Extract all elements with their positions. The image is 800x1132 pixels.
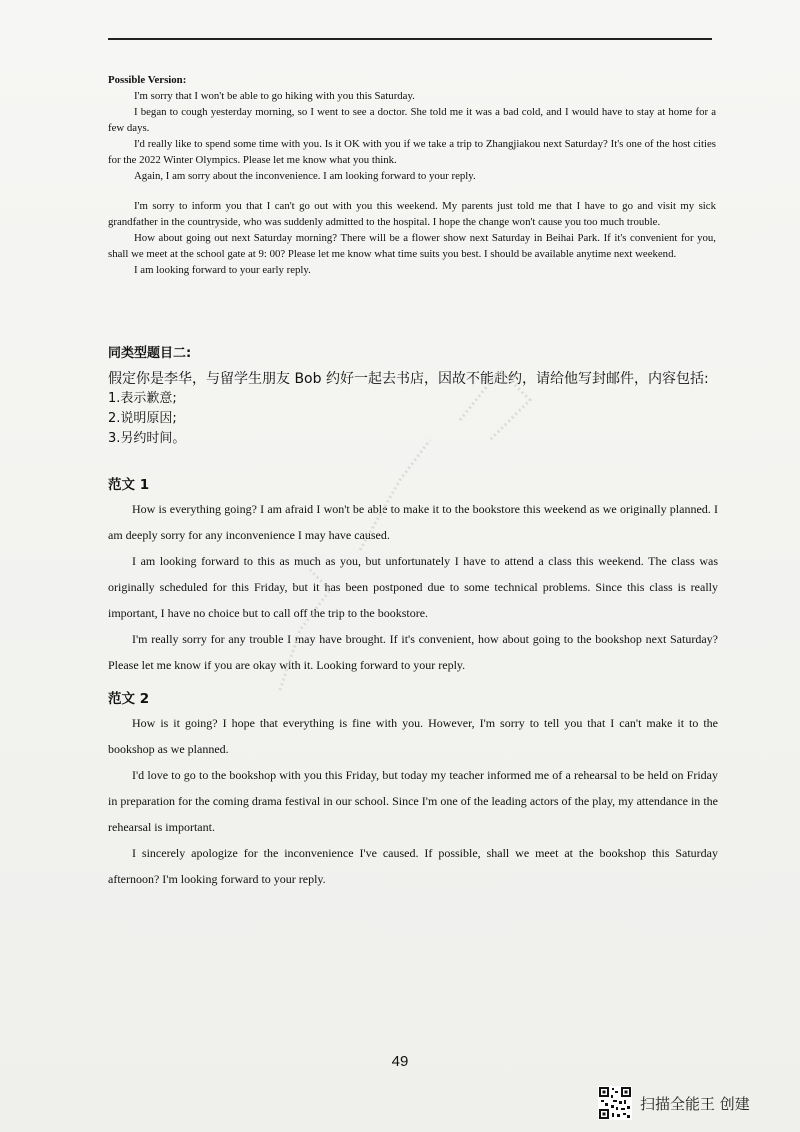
essay-title: 范文 2 [108,691,150,707]
paragraph: I am looking forward to this as much as you, but unfortunately I have to attend a class this weekend. The class was originally scheduled for this Friday, but it has been postponed due to some technical problems. Since this class is really important, I have no choice but to call off the trip to the bookstore. [108,554,718,620]
paragraph: How is everything going? I am afraid I won't be able to make it to the bookstore this weekend as we originally planned. I am deeply sorry for any inconvenience I may have caused. [108,502,718,542]
top-rule [108,38,712,40]
requirement-item: 1.表示歉意; [108,391,177,406]
scanner-label: 扫描全能王 创建 [640,1094,750,1113]
section-heading: Possible Version: [108,74,187,86]
essay-title: 范文 1 [108,477,150,493]
paragraph: I began to cough yesterday morning, so I went to see a doctor. She told me it was a bad cold, and I would have to stay at home for a few days. [108,106,716,134]
requirement-item: 3.另约时间。 [108,431,186,446]
paragraph: I'm sorry to inform you that I can't go out with you this weekend. My parents just told me that I have to go and visit my sick grandfather in the countryside, who was suddenly admitted to the hospital. I hope the change won't cause you too much trouble. [108,200,716,228]
sample-essay-1 [108,476,718,678]
paragraph: How is it going? I hope that everything is fine with you. However, I'm sorry to tell you that I can't make it to the bookshop as we planned. [108,716,718,756]
question-prompt: 假定你是李华，与留学生朋友 Bob 约好一起去书店，因故不能赴约，请给他写封邮件，内容包括: [108,371,709,387]
requirement-item: 2.说明原因; [108,411,177,426]
paragraph-gap [108,184,716,198]
qr-code-icon [598,1086,632,1120]
similar-question-section [108,342,718,449]
paragraph: I'm really sorry for any trouble I may have brought. If it's convenient, how about going to the bookshop next Saturday? Please let me know if you are okay with it. Looking forward to your reply. [108,632,718,672]
page-number: 49 [391,1053,409,1070]
sample-essay-2 [108,690,718,892]
paragraph: I'm sorry that I won't be able to go hiking with you this Saturday. [134,90,415,102]
paragraph: I'd love to go to the bookshop with you this Friday, but today my teacher informed me of a rehearsal to be held on Friday in preparation for the coming drama festival in our school. Since I'm one of the leading actors of the play, my attendance in the rehearsal is important. [108,768,718,834]
scanner-badge [598,1086,750,1120]
paragraph: I am looking forward to your early reply. [134,264,311,276]
paragraph: Again, I am sorry about the inconvenience. I am looking forward to your reply. [134,170,476,182]
paragraph: How about going out next Saturday morning? There will be a flower show next Saturday in Beihai Park. If it's convenient for you, shall we meet at the school gate at 9: 00? Please let me know what time suits you best. I should be available anytime next weekend. [108,232,716,260]
section-heading: 同类型题目二: [108,346,192,361]
paragraph: I'd really like to spend some time with you. Is it OK with you if we take a trip to Zhangjiakou next Saturday? It's one of the host cities for the 2022 Winter Olympics. Please let me know what you think. [108,138,716,166]
possible-version-section [108,72,716,278]
paragraph: I sincerely apologize for the inconvenience I've caused. If possible, shall we meet at the bookshop this Saturday afternoon? I'm looking forward to your reply. [108,846,718,886]
